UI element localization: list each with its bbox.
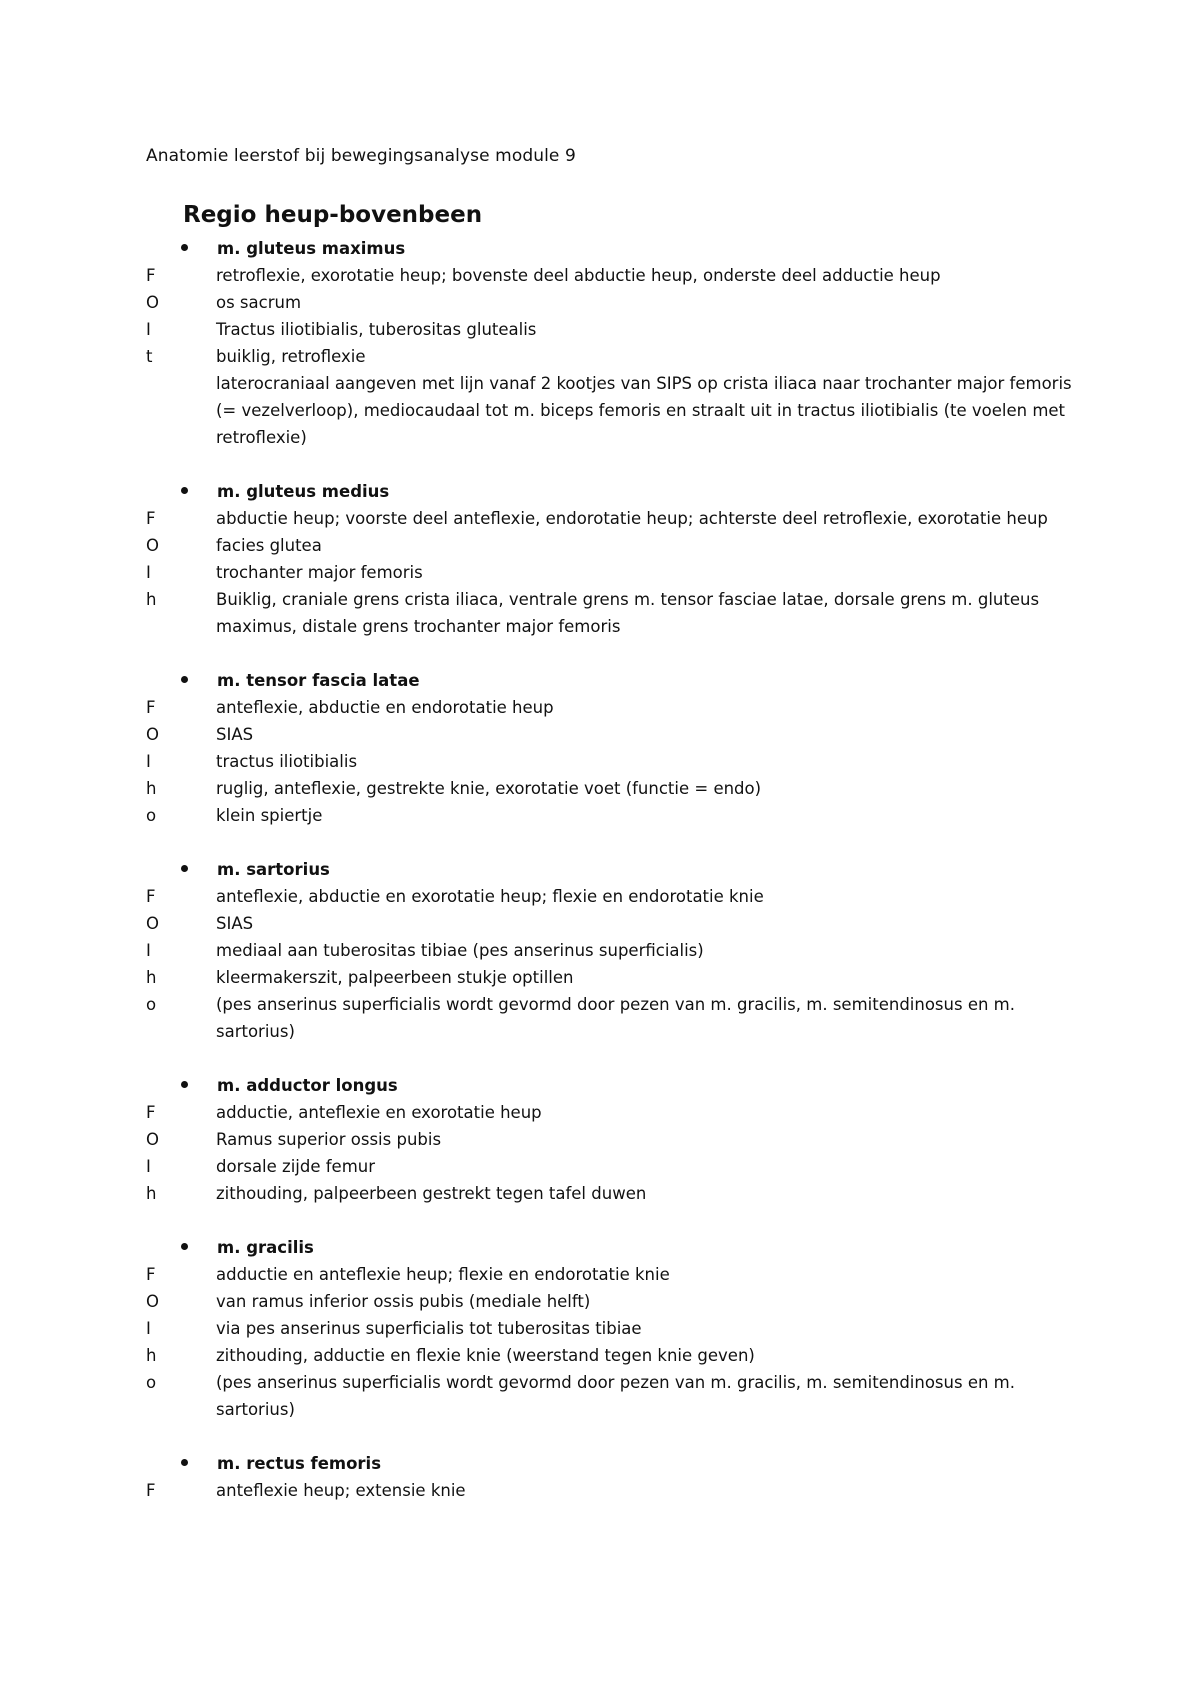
property-letter: h bbox=[146, 1184, 157, 1203]
property-row bbox=[0, 1477, 1200, 1504]
muscle-name: m. tensor fascia latae bbox=[217, 671, 420, 690]
bullet-icon bbox=[181, 1243, 188, 1250]
property-text: trochanter major femoris bbox=[216, 563, 423, 582]
property-row bbox=[0, 532, 1200, 559]
muscle-section bbox=[0, 1072, 1200, 1207]
property-text: (pes anserinus superficialis wordt gevormd door pezen van m. gracilis, m. semitendinosus en m. sartorius) bbox=[216, 1373, 1015, 1419]
muscle-heading bbox=[0, 1072, 1200, 1099]
muscle-heading bbox=[0, 667, 1200, 694]
property-text: ruglig, anteflexie, gestrekte knie, exorotatie voet (functie = endo) bbox=[216, 779, 762, 798]
property-text: dorsale zijde femur bbox=[216, 1157, 376, 1176]
bullet-icon bbox=[181, 676, 188, 683]
property-letter: o bbox=[146, 1373, 157, 1392]
property-letter: h bbox=[146, 968, 157, 987]
property-row bbox=[0, 343, 1200, 370]
muscle-list bbox=[0, 235, 1200, 1531]
bullet-icon bbox=[181, 487, 188, 494]
property-row bbox=[0, 937, 1200, 964]
property-row bbox=[0, 559, 1200, 586]
property-text: anteflexie, abductie en endorotatie heup bbox=[216, 698, 554, 717]
property-text: Buiklig, craniale grens crista iliaca, ventrale grens m. tensor fasciae latae, dorsale grens m. gluteus maximus, distale grens trochanter major femoris bbox=[216, 590, 1040, 636]
muscle-heading bbox=[0, 235, 1200, 262]
property-row bbox=[0, 262, 1200, 289]
property-row bbox=[0, 775, 1200, 802]
property-text: Tractus iliotibialis, tuberositas glutealis bbox=[216, 320, 537, 339]
property-letter: O bbox=[146, 1130, 159, 1149]
property-row bbox=[0, 1261, 1200, 1288]
property-letter: I bbox=[146, 320, 151, 339]
property-letter: h bbox=[146, 590, 157, 609]
property-text: klein spiertje bbox=[216, 806, 323, 825]
muscle-heading bbox=[0, 856, 1200, 883]
property-letter: O bbox=[146, 914, 159, 933]
property-letter: I bbox=[146, 941, 151, 960]
muscle-name: m. adductor longus bbox=[217, 1076, 398, 1095]
property-text: adductie, anteflexie en exorotatie heup bbox=[216, 1103, 542, 1122]
property-row bbox=[0, 802, 1200, 829]
property-row bbox=[0, 1342, 1200, 1369]
section-title: Regio heup-bovenbeen bbox=[183, 202, 483, 228]
property-row bbox=[0, 289, 1200, 316]
muscle-section bbox=[0, 478, 1200, 640]
property-letter: F bbox=[146, 1481, 156, 1500]
property-letter: t bbox=[146, 347, 153, 366]
property-row bbox=[0, 964, 1200, 991]
property-text: zithouding, adductie en flexie knie (weerstand tegen knie geven) bbox=[216, 1346, 755, 1365]
muscle-heading bbox=[0, 1450, 1200, 1477]
property-letter: I bbox=[146, 1319, 151, 1338]
muscle-section bbox=[0, 1234, 1200, 1423]
bullet-icon bbox=[181, 244, 188, 251]
property-text: laterocraniaal aangeven met lijn vanaf 2 kootjes van SIPS op crista iliaca naar trochanter major femoris (= vezelverloop), mediocaudaal tot m. biceps femoris en straalt uit in tractus iliotibialis (te voelen met retroflexie) bbox=[216, 374, 1072, 447]
property-text: Ramus superior ossis pubis bbox=[216, 1130, 442, 1149]
property-text: via pes anserinus superficialis tot tuberositas tibiae bbox=[216, 1319, 642, 1338]
property-row bbox=[0, 1153, 1200, 1180]
property-letter: O bbox=[146, 1292, 159, 1311]
property-letter: o bbox=[146, 806, 157, 825]
property-text: (pes anserinus superficialis wordt gevormd door pezen van m. gracilis, m. semitendinosus en m. sartorius) bbox=[216, 995, 1015, 1041]
property-text: kleermakerszit, palpeerbeen stukje optillen bbox=[216, 968, 574, 987]
muscle-name: m. sartorius bbox=[217, 860, 330, 879]
property-text: abductie heup; voorste deel anteflexie, endorotatie heup; achterste deel retroflexie, exorotatie heup bbox=[216, 509, 1048, 528]
property-letter: I bbox=[146, 752, 151, 771]
property-text: tractus iliotibialis bbox=[216, 752, 358, 771]
bullet-icon bbox=[181, 865, 188, 872]
muscle-heading bbox=[0, 1234, 1200, 1261]
property-letter: I bbox=[146, 563, 151, 582]
property-letter: O bbox=[146, 725, 159, 744]
property-letter: h bbox=[146, 1346, 157, 1365]
muscle-section bbox=[0, 856, 1200, 1045]
property-row bbox=[0, 586, 1200, 640]
bullet-icon bbox=[181, 1081, 188, 1088]
property-row bbox=[0, 748, 1200, 775]
property-letter: F bbox=[146, 509, 156, 528]
property-letter: F bbox=[146, 1103, 156, 1122]
property-row bbox=[0, 883, 1200, 910]
document-title: Anatomie leerstof bij bewegingsanalyse module 9 bbox=[146, 146, 576, 166]
property-text: SIAS bbox=[216, 725, 254, 744]
property-text: buiklig, retroflexie bbox=[216, 347, 366, 366]
property-letter: O bbox=[146, 293, 159, 312]
property-letter: F bbox=[146, 887, 156, 906]
property-text: adductie en anteflexie heup; flexie en endorotatie knie bbox=[216, 1265, 670, 1284]
property-text: SIAS bbox=[216, 914, 254, 933]
bullet-icon bbox=[181, 1459, 188, 1466]
property-row bbox=[0, 991, 1200, 1045]
property-letter: F bbox=[146, 266, 156, 285]
property-letter: h bbox=[146, 779, 157, 798]
property-text: van ramus inferior ossis pubis (mediale helft) bbox=[216, 1292, 591, 1311]
muscle-name: m. gluteus medius bbox=[217, 482, 390, 501]
property-text: anteflexie heup; extensie knie bbox=[216, 1481, 466, 1500]
property-row bbox=[0, 910, 1200, 937]
muscle-section bbox=[0, 667, 1200, 829]
property-row bbox=[0, 1180, 1200, 1207]
muscle-name: m. rectus femoris bbox=[217, 1454, 382, 1473]
muscle-name: m. gluteus maximus bbox=[217, 239, 406, 258]
property-text: anteflexie, abductie en exorotatie heup; flexie en endorotatie knie bbox=[216, 887, 764, 906]
muscle-name: m. gracilis bbox=[217, 1238, 314, 1257]
property-letter: O bbox=[146, 536, 159, 555]
property-letter: F bbox=[146, 698, 156, 717]
property-row bbox=[0, 721, 1200, 748]
property-text: facies glutea bbox=[216, 536, 322, 555]
property-text: retroflexie, exorotatie heup; bovenste deel abductie heup, onderste deel adductie heup bbox=[216, 266, 941, 285]
muscle-section bbox=[0, 1450, 1200, 1504]
property-row bbox=[0, 694, 1200, 721]
property-letter: F bbox=[146, 1265, 156, 1284]
muscle-heading bbox=[0, 478, 1200, 505]
property-letter: I bbox=[146, 1157, 151, 1176]
property-row bbox=[0, 505, 1200, 532]
property-row bbox=[0, 1315, 1200, 1342]
property-row bbox=[0, 370, 1200, 451]
property-row bbox=[0, 1369, 1200, 1423]
property-text: os sacrum bbox=[216, 293, 302, 312]
property-row bbox=[0, 1126, 1200, 1153]
property-row bbox=[0, 1099, 1200, 1126]
property-row bbox=[0, 1288, 1200, 1315]
muscle-section bbox=[0, 235, 1200, 451]
property-text: zithouding, palpeerbeen gestrekt tegen tafel duwen bbox=[216, 1184, 647, 1203]
property-row bbox=[0, 316, 1200, 343]
property-text: mediaal aan tuberositas tibiae (pes anserinus superficialis) bbox=[216, 941, 704, 960]
property-letter: o bbox=[146, 995, 157, 1014]
